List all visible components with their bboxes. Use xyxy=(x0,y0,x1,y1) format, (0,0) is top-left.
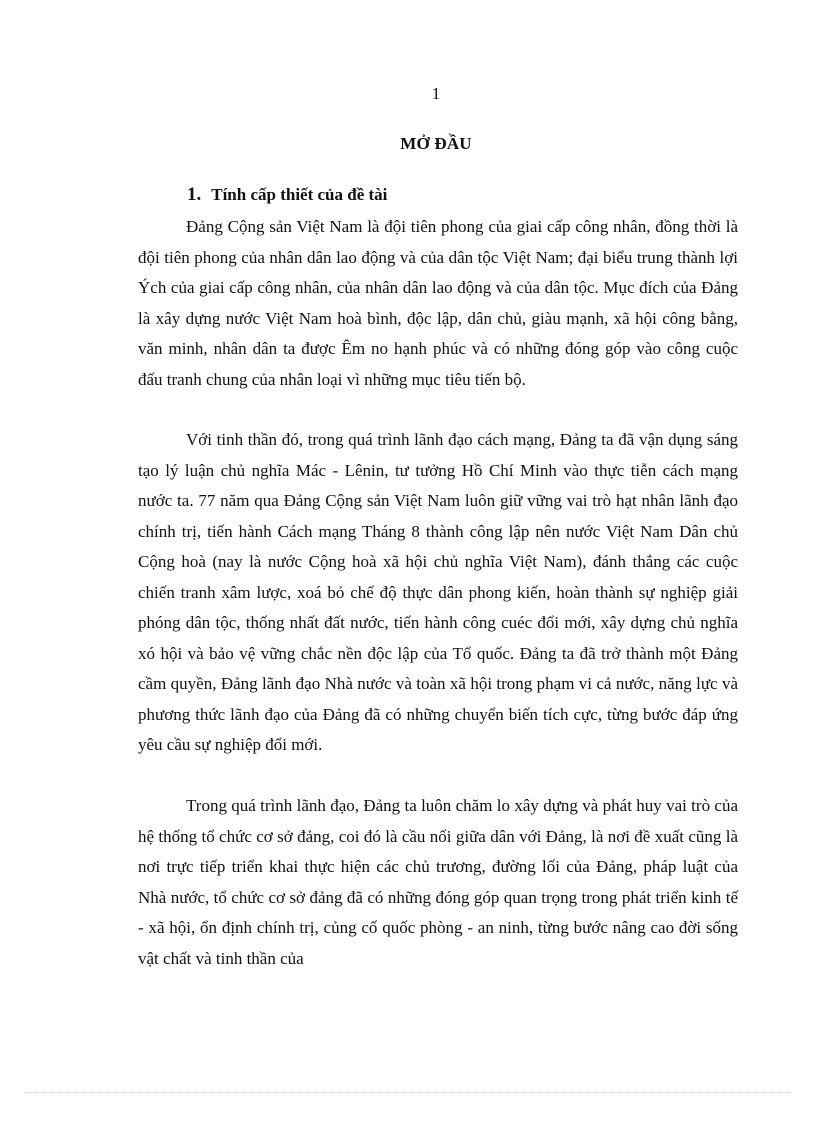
page-footer-divider xyxy=(24,1092,792,1093)
section-number: 1. xyxy=(187,184,202,205)
page-number: 1 xyxy=(431,84,441,103)
paragraph-2-block xyxy=(138,425,738,761)
page-title: MỞ ĐẦU xyxy=(400,134,472,153)
paragraph: Với tinh thần đó, trong quá trình lãnh đạo cách mạng, Đảng ta đã vận dụng sáng tạo lý luận chủ nghĩa Mác - Lênin, tư tưởng Hồ Chí Minh vào thực tiễn cách mạng nước ta. 77 năm qua Đảng Cộng sản Việt Nam luôn giữ vững vai trò hạt nhân lãnh đạo chính trị, tiến hành Cách mạng Tháng 8 thành công lập nên nước Việt Nam Dân chủ Cộng hoà (nay là nước Cộng hoà xã hội chủ nghĩa Việt Nam), đánh thắng các cuộc chiến tranh xâm lược, xoá bỏ chế độ thực dân phong kiến, hoàn thành sự nghiệp giải phóng dân tộc, thống nhất đất nước, tiến hành công cuéc đổi mới, xây dựng chủ nghĩa xó hội và bảo vệ vững chắc nền độc lập của Tổ quốc. Đảng ta đã trở thành một Đảng cầm quyền, Đảng lãnh đạo Nhà nước và toàn xã hội trong phạm vi cả nước, năng lực và phương thức lãnh đạo của Đảng đã có những chuyển biến tích cực, từng bước đáp ứng yêu cầu sự nghiệp đổi mới. xyxy=(138,430,738,754)
paragraph: Trong quá trình lãnh đạo, Đảng ta luôn chăm lo xây dựng và phát huy vai trò của hệ thống tổ chức cơ sở đảng, coi đó là cầu nối giữa dân với Đảng, là nơi đề xuất cũng là nơi trực tiếp triển khai thực hiện các chủ trương, đường lối của Đảng, pháp luật của Nhà nước, tổ chức cơ sở đảng đã có những đóng góp quan trọng trong phát triển kinh tế - xã hội, ổn định chính trị, củng cố quốc phòng - an ninh, từng bước nâng cao đời sống vật chất và tinh thần của xyxy=(138,796,738,968)
section-heading xyxy=(187,184,387,206)
paragraph-1-block xyxy=(138,212,738,395)
paragraph: Đảng Cộng sản Việt Nam là đội tiên phong của giai cấp công nhân, đồng thời là đội tiên phong của nhân dân lao động và của dân tộc Việt Nam; đại biểu trung thành lợi Ých của giai cấp công nhân, của nhân dân lao động và của dân tộc. Mục đích của Đảng là xây dựng nước Việt Nam hoà bình, độc lập, dân chủ, giàu mạnh, xã hội công bằng, văn minh, nhân dân ta được Êm no hạnh phúc và có những đóng góp vào công cuộc đấu tranh chung của nhân loại vì những mục tiêu tiến bộ. xyxy=(138,217,738,389)
paragraph-3-block xyxy=(138,791,738,974)
section-heading-text: Tính cấp thiết của đề tài xyxy=(211,185,388,204)
